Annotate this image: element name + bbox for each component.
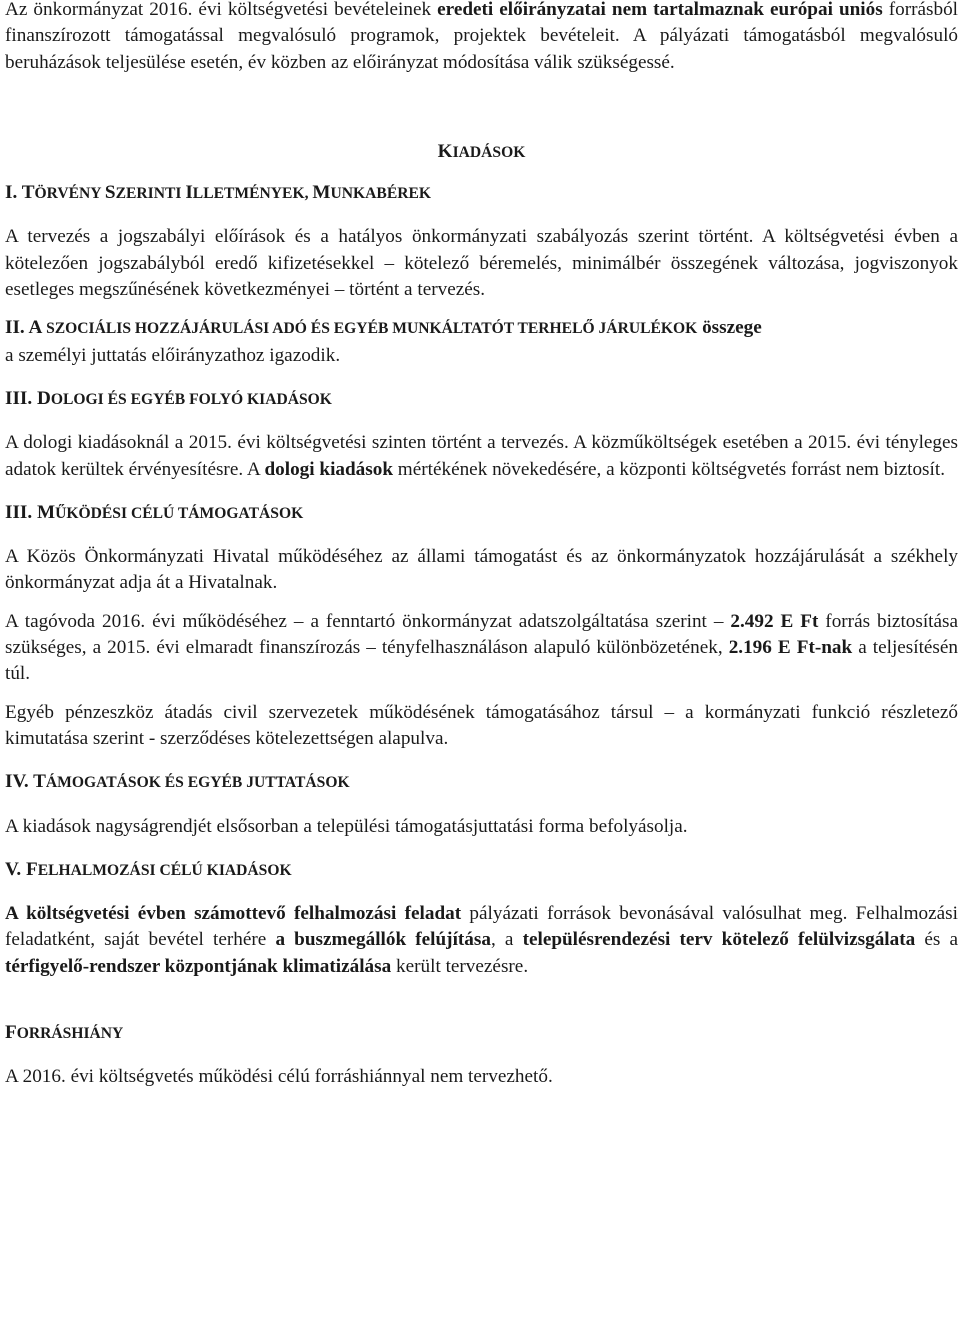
section2-title-first: A	[28, 317, 47, 339]
spacer	[5, 980, 958, 1020]
forrashiany-title: ORRÁSHIÁNY	[16, 1025, 124, 1043]
section4-p2-c: forrás biztosítása szükséges, a 2015. évi elmaradt finanszírozás – tényfelhasználáson alapuló különbözetének,	[5, 610, 958, 659]
spacer	[5, 688, 958, 700]
section4-paragraph-1: A Közös Önkormányzati Hivatal működéséhez az állami támogatást és az önkormányzatok hozzájárulását a székhely önkormányzat adja át a Hivatalnak.	[5, 546, 958, 594]
section4-paragraph-3: Egyéb pénzeszköz átadás civil szervezetek működésének támogatásához társul – a kormányzati funkció részletező kimutatása szerint - szerződéses kötelezettségen alapulva.	[5, 701, 958, 749]
spacer	[5, 752, 958, 769]
section1-title-part: I	[185, 182, 193, 204]
section1-title-part: UNKABÉREK	[330, 185, 432, 203]
section5-body: A kiadások nagyságrendjét elsősorban a települési támogatásjuttatási forma befolyásolja.	[5, 815, 688, 837]
kiadasok-heading	[5, 139, 958, 166]
section6-text-1: pályázati források bevonásával valósulhat meg. Felhalmozási feladatként, saját bevétel terhére	[5, 903, 958, 951]
section5-heading	[5, 769, 958, 796]
forrashiany-body: A 2016. évi költségvetés működési célú forráshiánnyal nem tervezhető.	[5, 1066, 553, 1088]
section6-bold-3: településrendezési terv kötelező felülvizsgálata	[522, 929, 916, 951]
spacer	[5, 413, 958, 430]
forrashiany-heading	[5, 1020, 958, 1047]
section3-body-c: mértékének növekedésére, a központi költségvetés forrást nem biztosít.	[393, 458, 945, 480]
intro-paragraph	[5, 0, 958, 76]
spacer	[5, 527, 958, 544]
spacer	[5, 840, 958, 857]
intro-text-bold: eredeti előirányzatai nem tartalmaznak európai uniós	[437, 0, 883, 20]
section3-heading	[5, 386, 958, 413]
section1-title-part: ZERINTI	[115, 185, 186, 203]
spacer	[5, 1047, 958, 1064]
section1-title-part: T	[21, 182, 35, 204]
section4-paragraph-2	[5, 609, 958, 688]
section6-body	[5, 901, 958, 980]
section4-number: III.	[5, 501, 37, 523]
section6-bold-4: térfigyelő-rendszer központjának klimatizálása	[5, 955, 392, 977]
section4-amount-1: 2.492 E Ft	[730, 610, 819, 632]
section4-title: ŰKÖDÉSI CÉLÚ TÁMOGATÁSOK	[55, 504, 304, 522]
forrashiany-title-first: F	[5, 1022, 17, 1044]
section3-body-a: A dologi kiadásoknál a 2015. évi költségvetési szinten történt a tervezés. A közműköltségek esetében a 2015. évi tényleges adatok kerültek érvényesítésre. A	[5, 432, 958, 480]
section6-title: ELHALMOZÁSI CÉLÚ KIADÁSOK	[37, 861, 292, 879]
section3-body-bold: dologi kiadások	[264, 458, 393, 480]
section1-title-part: ÖRVÉNY	[34, 185, 105, 203]
spacer	[5, 483, 958, 500]
spacer	[5, 884, 958, 901]
section3-title-first: D	[37, 387, 51, 409]
spacer	[5, 797, 958, 814]
section6-bold-1: A költségvetési évben számottevő felhalmozási feladat	[5, 903, 462, 925]
section2-body: a személyi juttatás előirányzathoz igazodik.	[5, 344, 341, 366]
section6-number: V.	[5, 858, 26, 880]
spacer	[5, 207, 958, 224]
section4-p2-a: A tagóvoda 2016. évi működéséhez – a fenntartó önkormányzat adatszolgáltatása szerint –	[5, 610, 731, 632]
document-page	[5, 0, 958, 1091]
section4-title-first: M	[37, 501, 56, 523]
section2-number: II.	[5, 317, 29, 339]
section6-text-3: és a	[915, 929, 959, 951]
section4-p2-e: a teljesítésén túl.	[5, 637, 959, 685]
spacer	[5, 303, 958, 315]
section6-heading	[5, 857, 958, 884]
section6-text-2: , a	[490, 929, 523, 951]
section1-heading	[5, 180, 958, 207]
section1-title-part: S	[104, 182, 116, 204]
section5-title-first: T	[33, 771, 46, 793]
spacer	[5, 369, 958, 386]
spacer	[5, 597, 958, 609]
spacer	[5, 76, 958, 139]
section4-heading	[5, 500, 958, 527]
section1-title-part: LLETMÉNYEK,	[192, 185, 313, 203]
spacer	[5, 166, 958, 180]
section3-body	[5, 430, 958, 483]
section2-paragraph	[5, 315, 958, 369]
section6-text-4: került tervezésre.	[391, 955, 529, 977]
section4-amount-2: 2.196 E Ft-nak	[728, 637, 853, 659]
section6-title-first: F	[25, 858, 38, 880]
section2-title: SZOCIÁLIS HOZZÁJÁRULÁSI ADÓ ÉS EGYÉB MUNKÁLTATÓT TERHELŐ JÁRULÉKOK	[46, 320, 698, 338]
intro-text-a: Az önkormányzat 2016. évi költségvetési bevételeinek	[5, 0, 438, 20]
intro-text-c: forrásból finanszírozott támogatással megvalósuló programok, projektek bevételeit. A pályázati támogatásból megvalósuló beruházások teljesülése esetén, év közben az előirányzat módosítása válik szükségessé.	[5, 0, 958, 73]
section1-title-part: M	[312, 182, 331, 204]
section5-number: IV.	[5, 771, 34, 793]
section1-number: I.	[5, 182, 22, 204]
section6-bold-2: a buszmegállók felújítása	[275, 929, 491, 951]
section5-title: ÁMOGATÁSOK ÉS EGYÉB JUTTATÁSOK	[45, 774, 350, 792]
section3-number: III.	[5, 387, 37, 409]
section1-body: A tervezés a jogszabályi előírások és a hatályos önkormányzati szabályozás szerint történt. A költségvetési évben a kötelezően jogszabályból eredő kifizetésekkel – kötelező béremelés, minimálbér összegének változása, jogviszonyok esetleges megszűnésének következményei – történt a tervezés.	[5, 226, 958, 301]
section3-title: OLOGI ÉS EGYÉB FOLYÓ KIADÁSOK	[50, 390, 332, 408]
kiadasok-rest: IADÁSOK	[452, 143, 526, 161]
section2-title-tail: összege	[697, 317, 762, 339]
kiadasok-first: K	[437, 140, 453, 162]
